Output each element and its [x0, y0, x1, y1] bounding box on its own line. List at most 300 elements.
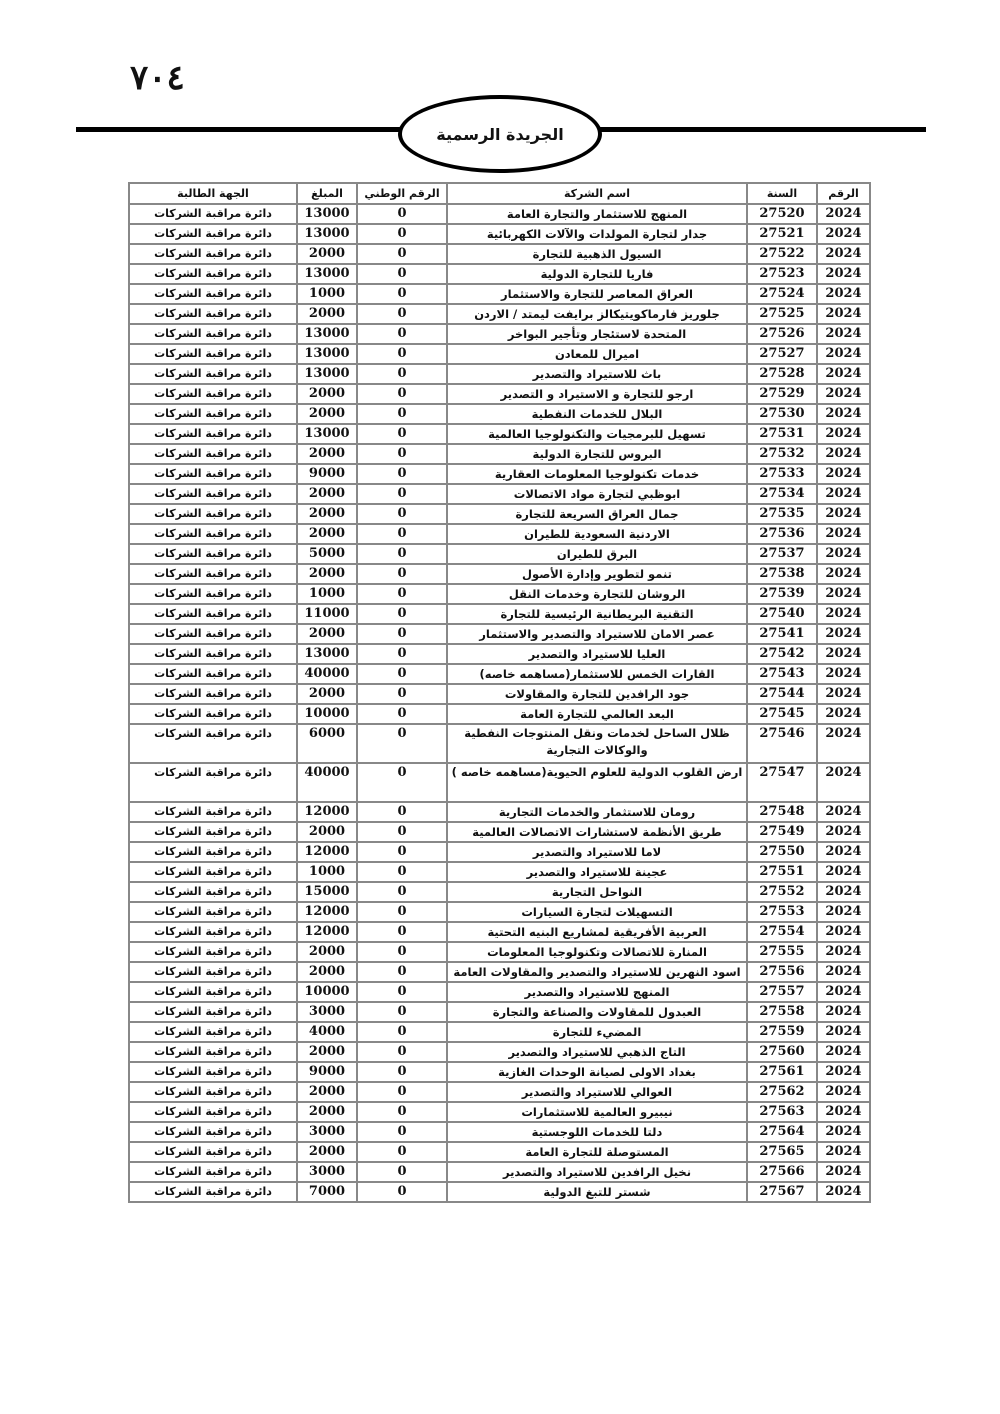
cell-year: 2024 [817, 1082, 870, 1102]
column-header-requesting-party: الجهة الطالبة [129, 183, 297, 204]
cell-company-name: جمال العراق السريعة للتجارة [447, 504, 747, 524]
cell-company-name: النواحل التجارية [447, 882, 747, 902]
cell-company-name: العربية الأفريقية لمشاريع البنيه التحتية [447, 922, 747, 942]
cell-company-name: اميرال للمعادن [447, 344, 747, 364]
cell-requesting-party: دائرة مراقبة الشركات [129, 584, 297, 604]
cell-year: 2024 [817, 862, 870, 882]
cell-national-number: 0 [357, 1042, 447, 1062]
cell-national-number: 0 [357, 624, 447, 644]
cell-company-name: نخيل الرافدين للاستيراد والتصدير [447, 1162, 747, 1182]
page-number: ٧٠٤ [130, 58, 185, 98]
cell-amount: 1000 [297, 284, 357, 304]
cell-national-number: 0 [357, 504, 447, 524]
table-row [129, 624, 870, 644]
cell-number: 27542 [747, 644, 817, 664]
cell-year: 2024 [817, 1142, 870, 1162]
cell-number: 27565 [747, 1142, 817, 1162]
table-row [129, 1122, 870, 1142]
cell-amount: 12000 [297, 922, 357, 942]
cell-requesting-party: دائرة مراقبة الشركات [129, 484, 297, 504]
cell-national-number: 0 [357, 724, 447, 763]
cell-company-name: شستر للتبغ الدولية [447, 1182, 747, 1202]
table-row [129, 1182, 870, 1202]
cell-amount: 13000 [297, 224, 357, 244]
table-row [129, 584, 870, 604]
cell-requesting-party: دائرة مراقبة الشركات [129, 204, 297, 224]
cell-number: 27555 [747, 942, 817, 962]
cell-amount: 2000 [297, 624, 357, 644]
cell-amount: 2000 [297, 1082, 357, 1102]
cell-number: 27534 [747, 484, 817, 504]
cell-company-name: تسهيل للبرمجيات والتكنولوجيا العالمية [447, 424, 747, 444]
cell-company-name: المتحدة لاستئجار وتأجير البواخر [447, 324, 747, 344]
table-row [129, 1002, 870, 1022]
cell-amount: 13000 [297, 264, 357, 284]
cell-national-number: 0 [357, 644, 447, 664]
cell-amount: 2000 [297, 684, 357, 704]
cell-requesting-party: دائرة مراقبة الشركات [129, 564, 297, 584]
cell-number: 27541 [747, 624, 817, 644]
header-rule-right [592, 127, 926, 132]
table-row [129, 304, 870, 324]
cell-amount: 6000 [297, 724, 357, 763]
table-row [129, 1082, 870, 1102]
cell-requesting-party: دائرة مراقبة الشركات [129, 1142, 297, 1162]
table-row [129, 604, 870, 624]
cell-year: 2024 [817, 464, 870, 484]
cell-requesting-party: دائرة مراقبة الشركات [129, 624, 297, 644]
cell-amount: 12000 [297, 902, 357, 922]
cell-year: 2024 [817, 922, 870, 942]
table-row [129, 484, 870, 504]
cell-requesting-party: دائرة مراقبة الشركات [129, 444, 297, 464]
cell-requesting-party: دائرة مراقبة الشركات [129, 404, 297, 424]
cell-amount: 4000 [297, 1022, 357, 1042]
cell-national-number: 0 [357, 1022, 447, 1042]
cell-amount: 2000 [297, 822, 357, 842]
table-row [129, 644, 870, 664]
cell-year: 2024 [817, 224, 870, 244]
cell-requesting-party: دائرة مراقبة الشركات [129, 962, 297, 982]
cell-number: 27533 [747, 464, 817, 484]
cell-national-number: 0 [357, 982, 447, 1002]
cell-company-name: بغداد الاولى لصيانة الوحدات الغازية [447, 1062, 747, 1082]
cell-national-number: 0 [357, 684, 447, 704]
cell-number: 27560 [747, 1042, 817, 1062]
cell-national-number: 0 [357, 264, 447, 284]
cell-year: 2024 [817, 684, 870, 704]
cell-amount: 15000 [297, 882, 357, 902]
table-row [129, 244, 870, 264]
cell-national-number: 0 [357, 604, 447, 624]
cell-number: 27545 [747, 704, 817, 724]
cell-year: 2024 [817, 344, 870, 364]
table-row [129, 724, 870, 763]
cell-company-name: جود الرافدين للتجارة والمقاولات [447, 684, 747, 704]
cell-number: 27551 [747, 862, 817, 882]
cell-year: 2024 [817, 524, 870, 544]
table-row [129, 564, 870, 584]
cell-national-number: 0 [357, 404, 447, 424]
cell-year: 2024 [817, 264, 870, 284]
table-row [129, 802, 870, 822]
cell-national-number: 0 [357, 1082, 447, 1102]
cell-requesting-party: دائرة مراقبة الشركات [129, 1182, 297, 1202]
cell-amount: 11000 [297, 604, 357, 624]
cell-company-name: ظلال الساحل لخدمات ونقل المنتوجات النفطية والوكالات التجارية [447, 724, 747, 763]
cell-year: 2024 [817, 704, 870, 724]
table-row [129, 1042, 870, 1062]
cell-requesting-party: دائرة مراقبة الشركات [129, 1082, 297, 1102]
cell-year: 2024 [817, 584, 870, 604]
cell-national-number: 0 [357, 484, 447, 504]
cell-amount: 3000 [297, 1122, 357, 1142]
cell-company-name: عصر الامان للاستيراد والتصدير والاستثمار [447, 624, 747, 644]
cell-company-name: الاردنية السعودية للطيران [447, 524, 747, 544]
table-row [129, 524, 870, 544]
cell-year: 2024 [817, 404, 870, 424]
cell-company-name: التقنية البريطانية الرئيسية للتجارة [447, 604, 747, 624]
cell-number: 27540 [747, 604, 817, 624]
cell-requesting-party: دائرة مراقبة الشركات [129, 704, 297, 724]
cell-company-name: العليا للاستيراد والتصدير [447, 644, 747, 664]
cell-year: 2024 [817, 1042, 870, 1062]
cell-national-number: 0 [357, 664, 447, 684]
cell-national-number: 0 [357, 344, 447, 364]
table-row [129, 763, 870, 802]
cell-number: 27543 [747, 664, 817, 684]
cell-amount: 2000 [297, 1142, 357, 1162]
cell-company-name: البلال للخدمات النفطية [447, 404, 747, 424]
cell-year: 2024 [817, 802, 870, 822]
cell-company-name: السيول الذهبية للتجارة [447, 244, 747, 264]
table-header-row [129, 183, 870, 204]
cell-requesting-party: دائرة مراقبة الشركات [129, 644, 297, 664]
cell-national-number: 0 [357, 882, 447, 902]
cell-requesting-party: دائرة مراقبة الشركات [129, 344, 297, 364]
cell-number: 27538 [747, 564, 817, 584]
cell-year: 2024 [817, 664, 870, 684]
cell-amount: 2000 [297, 244, 357, 264]
cell-year: 2024 [817, 644, 870, 664]
table-row [129, 364, 870, 384]
cell-national-number: 0 [357, 364, 447, 384]
cell-national-number: 0 [357, 1122, 447, 1142]
cell-number: 27526 [747, 324, 817, 344]
cell-company-name: تنمو لتطوير وإدارة الأصول [447, 564, 747, 584]
cell-requesting-party: دائرة مراقبة الشركات [129, 1002, 297, 1022]
cell-national-number: 0 [357, 902, 447, 922]
cell-requesting-party: دائرة مراقبة الشركات [129, 842, 297, 862]
cell-number: 27520 [747, 204, 817, 224]
cell-number: 27525 [747, 304, 817, 324]
cell-number: 27547 [747, 763, 817, 802]
column-header-national-number: الرقم الوطني [357, 183, 447, 204]
cell-amount: 2000 [297, 304, 357, 324]
table-row [129, 444, 870, 464]
cell-company-name: ارض القلوب الدولية للعلوم الحيوية(مساهمه خاصه ) [447, 763, 747, 802]
cell-number: 27531 [747, 424, 817, 444]
cell-company-name: ابوظبي لتجارة مواد الاتصالات [447, 484, 747, 504]
cell-amount: 13000 [297, 324, 357, 344]
cell-year: 2024 [817, 962, 870, 982]
cell-year: 2024 [817, 942, 870, 962]
cell-requesting-party: دائرة مراقبة الشركات [129, 882, 297, 902]
cell-number: 27528 [747, 364, 817, 384]
table-row [129, 1062, 870, 1082]
cell-requesting-party: دائرة مراقبة الشركات [129, 544, 297, 564]
cell-year: 2024 [817, 724, 870, 763]
cell-number: 27563 [747, 1102, 817, 1122]
cell-requesting-party: دائرة مراقبة الشركات [129, 802, 297, 822]
table-row [129, 842, 870, 862]
cell-company-name: خدمات تكنولوجيا المعلومات العقارية [447, 464, 747, 484]
cell-amount: 2000 [297, 564, 357, 584]
cell-requesting-party: دائرة مراقبة الشركات [129, 324, 297, 344]
cell-number: 27552 [747, 882, 817, 902]
table-row [129, 424, 870, 444]
column-header-number: الرقم [817, 183, 870, 204]
cell-amount: 2000 [297, 1042, 357, 1062]
cell-requesting-party: دائرة مراقبة الشركات [129, 1102, 297, 1122]
cell-company-name: عجينة للاستيراد والتصدير [447, 862, 747, 882]
cell-year: 2024 [817, 484, 870, 504]
cell-national-number: 0 [357, 384, 447, 404]
cell-number: 27532 [747, 444, 817, 464]
cell-amount: 9000 [297, 464, 357, 484]
cell-requesting-party: دائرة مراقبة الشركات [129, 524, 297, 544]
cell-amount: 2000 [297, 384, 357, 404]
cell-year: 2024 [817, 1162, 870, 1182]
cell-requesting-party: دائرة مراقبة الشركات [129, 464, 297, 484]
cell-amount: 2000 [297, 504, 357, 524]
cell-amount: 2000 [297, 444, 357, 464]
cell-requesting-party: دائرة مراقبة الشركات [129, 244, 297, 264]
cell-company-name: البعد العالمي للتجارة العامة [447, 704, 747, 724]
cell-amount: 2000 [297, 404, 357, 424]
cell-national-number: 0 [357, 444, 447, 464]
cell-national-number: 0 [357, 704, 447, 724]
cell-national-number: 0 [357, 324, 447, 344]
cell-amount: 40000 [297, 763, 357, 802]
cell-company-name: فاريا للتجارة الدولية [447, 264, 747, 284]
cell-year: 2024 [817, 1182, 870, 1202]
gazette-title: الجريدة الرسمية [436, 124, 564, 144]
cell-company-name: اسود النهرين للاستيراد والتصدير والمقاولات العامة [447, 962, 747, 982]
column-header-amount: المبلغ [297, 183, 357, 204]
cell-year: 2024 [817, 624, 870, 644]
cell-number: 27562 [747, 1082, 817, 1102]
cell-year: 2024 [817, 902, 870, 922]
cell-amount: 13000 [297, 644, 357, 664]
table-row [129, 1162, 870, 1182]
table-row [129, 902, 870, 922]
cell-national-number: 0 [357, 962, 447, 982]
cell-year: 2024 [817, 504, 870, 524]
table-row [129, 704, 870, 724]
cell-company-name: الروشان للتجارة وخدمات النقل [447, 584, 747, 604]
cell-requesting-party: دائرة مراقبة الشركات [129, 384, 297, 404]
cell-number: 27553 [747, 902, 817, 922]
cell-number: 27524 [747, 284, 817, 304]
cell-requesting-party: دائرة مراقبة الشركات [129, 922, 297, 942]
table-row [129, 204, 870, 224]
cell-national-number: 0 [357, 524, 447, 544]
cell-company-name: جدار لتجارة المولدات والآلات الكهربائية [447, 224, 747, 244]
cell-amount: 12000 [297, 802, 357, 822]
cell-national-number: 0 [357, 862, 447, 882]
cell-amount: 2000 [297, 1102, 357, 1122]
cell-number: 27567 [747, 1182, 817, 1202]
cell-year: 2024 [817, 284, 870, 304]
cell-amount: 7000 [297, 1182, 357, 1202]
cell-national-number: 0 [357, 1102, 447, 1122]
column-header-company: اسم الشركة [447, 183, 747, 204]
cell-national-number: 0 [357, 1142, 447, 1162]
cell-company-name: العراق المعاصر للتجارة والاستثمار [447, 284, 747, 304]
table-row [129, 962, 870, 982]
cell-amount: 13000 [297, 364, 357, 384]
cell-national-number: 0 [357, 802, 447, 822]
cell-company-name: ارجو للتجارة و الاستيراد و التصدير [447, 384, 747, 404]
cell-number: 27548 [747, 802, 817, 822]
cell-year: 2024 [817, 324, 870, 344]
cell-company-name: نيبيرو العالمية للاستثمارات [447, 1102, 747, 1122]
cell-number: 27561 [747, 1062, 817, 1082]
cell-national-number: 0 [357, 942, 447, 962]
cell-requesting-party: دائرة مراقبة الشركات [129, 1122, 297, 1142]
cell-company-name: المضيء للتجارة [447, 1022, 747, 1042]
table-row [129, 862, 870, 882]
cell-requesting-party: دائرة مراقبة الشركات [129, 982, 297, 1002]
cell-company-name: المنهج للاستثمار والتجارة العامة [447, 204, 747, 224]
cell-national-number: 0 [357, 1062, 447, 1082]
cell-year: 2024 [817, 444, 870, 464]
cell-number: 27523 [747, 264, 817, 284]
cell-year: 2024 [817, 604, 870, 624]
cell-number: 27550 [747, 842, 817, 862]
cell-company-name: البرق للطيران [447, 544, 747, 564]
cell-number: 27529 [747, 384, 817, 404]
cell-national-number: 0 [357, 244, 447, 264]
cell-amount: 1000 [297, 862, 357, 882]
cell-number: 27564 [747, 1122, 817, 1142]
cell-company-name: العوالي للاستيراد والتصدير [447, 1082, 747, 1102]
cell-requesting-party: دائرة مراقبة الشركات [129, 1062, 297, 1082]
cell-number: 27554 [747, 922, 817, 942]
table-row [129, 982, 870, 1002]
cell-year: 2024 [817, 1062, 870, 1082]
table-row [129, 504, 870, 524]
cell-year: 2024 [817, 424, 870, 444]
cell-company-name: لاما للاستيراد والتصدير [447, 842, 747, 862]
cell-number: 27522 [747, 244, 817, 264]
cell-company-name: البروس للتجارة الدولية [447, 444, 747, 464]
gazette-title-oval [398, 95, 602, 173]
cell-year: 2024 [817, 244, 870, 264]
companies-table [128, 182, 871, 1203]
cell-national-number: 0 [357, 842, 447, 862]
cell-national-number: 0 [357, 1182, 447, 1202]
cell-year: 2024 [817, 822, 870, 842]
header-rule-left [76, 127, 402, 132]
cell-company-name: رومان للاستثمار والخدمات التجارية [447, 802, 747, 822]
cell-requesting-party: دائرة مراقبة الشركات [129, 1042, 297, 1062]
cell-national-number: 0 [357, 224, 447, 244]
cell-amount: 13000 [297, 204, 357, 224]
cell-number: 27559 [747, 1022, 817, 1042]
cell-year: 2024 [817, 882, 870, 902]
cell-number: 27539 [747, 584, 817, 604]
table-row [129, 822, 870, 842]
cell-year: 2024 [817, 842, 870, 862]
cell-amount: 10000 [297, 704, 357, 724]
cell-national-number: 0 [357, 464, 447, 484]
cell-number: 27549 [747, 822, 817, 842]
cell-requesting-party: دائرة مراقبة الشركات [129, 684, 297, 704]
cell-number: 27566 [747, 1162, 817, 1182]
cell-requesting-party: دائرة مراقبة الشركات [129, 763, 297, 802]
cell-national-number: 0 [357, 204, 447, 224]
cell-national-number: 0 [357, 544, 447, 564]
cell-amount: 1000 [297, 584, 357, 604]
cell-number: 27557 [747, 982, 817, 1002]
cell-requesting-party: دائرة مراقبة الشركات [129, 902, 297, 922]
cell-requesting-party: دائرة مراقبة الشركات [129, 942, 297, 962]
cell-amount: 2000 [297, 942, 357, 962]
table-row [129, 284, 870, 304]
cell-number: 27544 [747, 684, 817, 704]
cell-requesting-party: دائرة مراقبة الشركات [129, 1162, 297, 1182]
cell-amount: 5000 [297, 544, 357, 564]
cell-amount: 2000 [297, 524, 357, 544]
cell-number: 27535 [747, 504, 817, 524]
cell-year: 2024 [817, 204, 870, 224]
table-row [129, 1022, 870, 1042]
table-row [129, 664, 870, 684]
cell-requesting-party: دائرة مراقبة الشركات [129, 604, 297, 624]
cell-year: 2024 [817, 1102, 870, 1122]
cell-amount: 40000 [297, 664, 357, 684]
cell-amount: 13000 [297, 344, 357, 364]
table-row [129, 264, 870, 284]
cell-year: 2024 [817, 544, 870, 564]
cell-number: 27530 [747, 404, 817, 424]
cell-company-name: المستوصلة للتجارة العامة [447, 1142, 747, 1162]
cell-requesting-party: دائرة مراقبة الشركات [129, 284, 297, 304]
cell-requesting-party: دائرة مراقبة الشركات [129, 1022, 297, 1042]
table-row [129, 324, 870, 344]
cell-company-name: التسهيلات لتجارة السيارات [447, 902, 747, 922]
table-row [129, 384, 870, 404]
table-row [129, 942, 870, 962]
cell-national-number: 0 [357, 1162, 447, 1182]
cell-requesting-party: دائرة مراقبة الشركات [129, 224, 297, 244]
cell-requesting-party: دائرة مراقبة الشركات [129, 822, 297, 842]
table-row [129, 684, 870, 704]
cell-year: 2024 [817, 564, 870, 584]
cell-number: 27546 [747, 724, 817, 763]
cell-amount: 2000 [297, 962, 357, 982]
cell-national-number: 0 [357, 763, 447, 802]
cell-company-name: جلوريز فارماكويتيكالز برايفت ليمتد / الاردن [447, 304, 747, 324]
cell-year: 2024 [817, 364, 870, 384]
cell-amount: 3000 [297, 1162, 357, 1182]
table-row [129, 464, 870, 484]
cell-company-name: المنهج للاستيراد والتصدير [447, 982, 747, 1002]
cell-company-name: القارات الخمس للاستثمار(مساهمه خاصه) [447, 664, 747, 684]
cell-number: 27536 [747, 524, 817, 544]
